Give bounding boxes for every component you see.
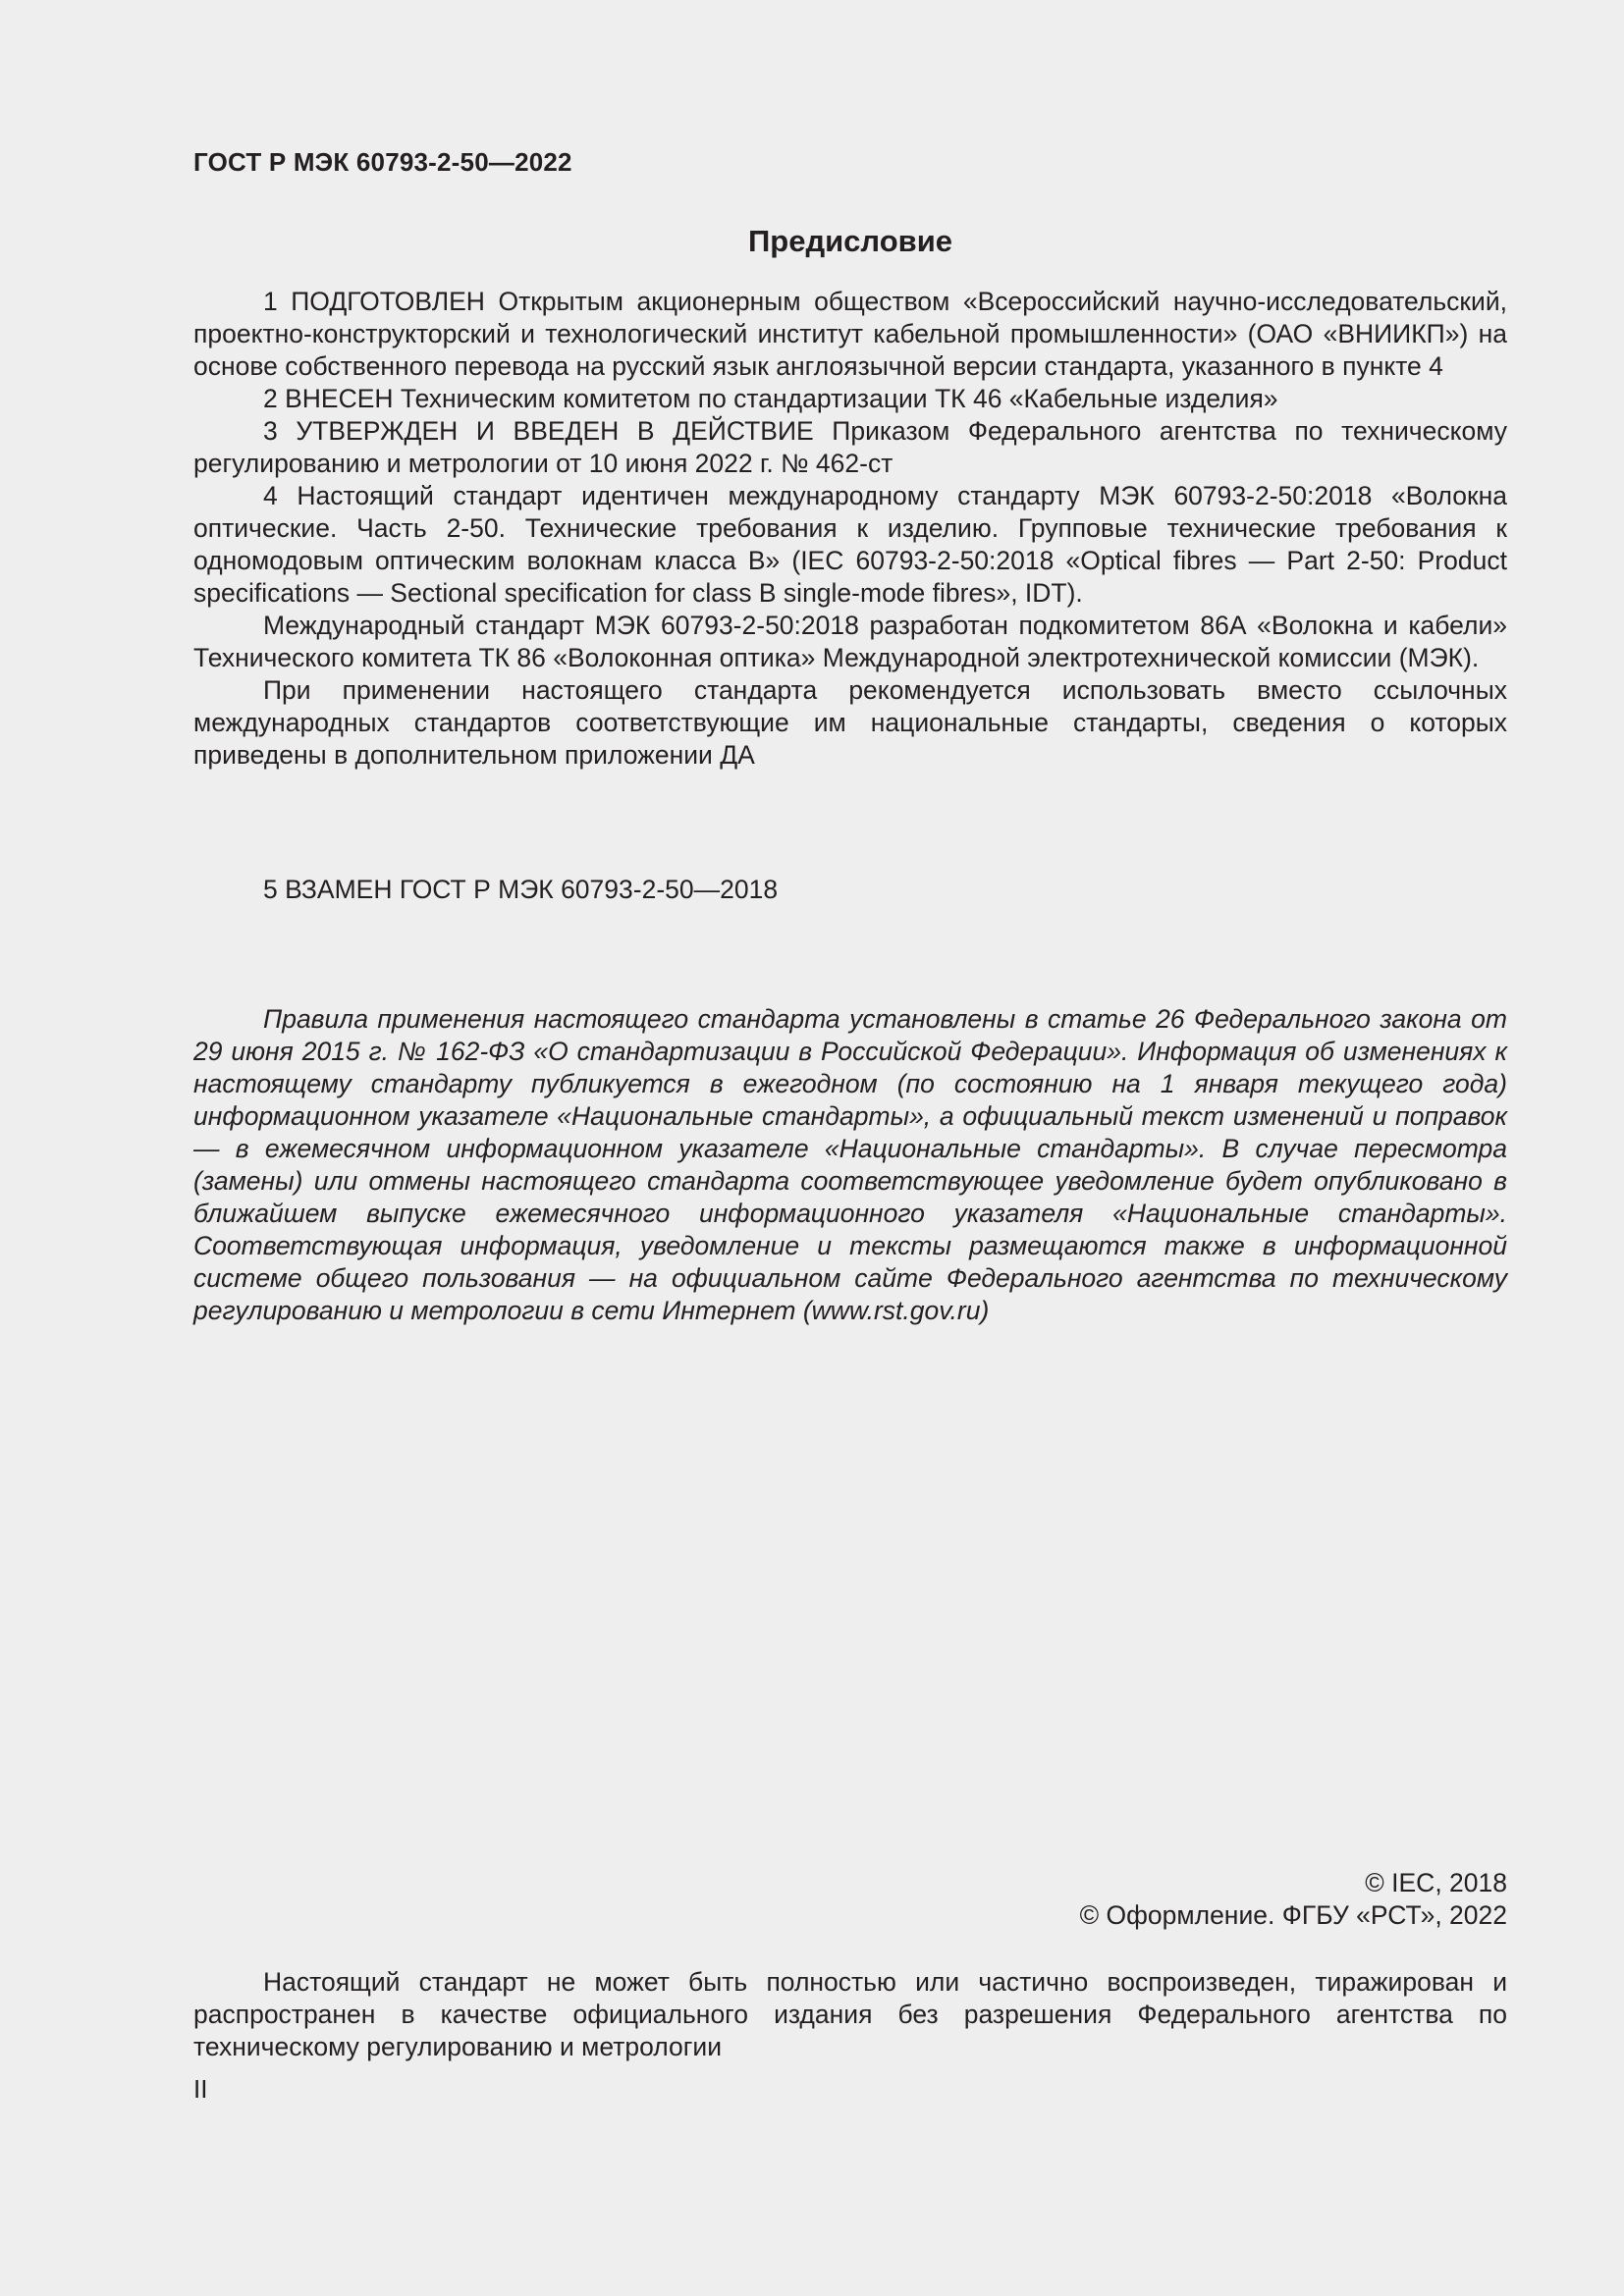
paragraph-item-4: 4 Настоящий стандарт идентичен международному стандарту МЭК 60793-2-50:2018 «Волокна оптические. Часть 2-50. Технические требования к изделию. Групповые технические требования к одномодовым оптическим волокнам класса В» (IEC 60793-2-50:2018 «Optical fibres — Part 2-50: Product specifications — Sectional specification for class B single-mode fibres», IDT). (193, 481, 1507, 608)
page-title: Предисловие (747, 224, 952, 258)
paragraph-international-standard: Международный стандарт МЭК 60793-2-50:2018 разработан подкомитетом 86А «Волокна и кабели» Технического комитета ТК 86 «Волоконная оптика» Международной электротехнической комиссии (МЭК). (193, 611, 1507, 672)
reproduction-notice: Настоящий стандарт не может быть полностью или частично воспроизведен, тиражирован и распространен в качестве официального издания без разрешения Федерального агентства по техническому регулированию и метрологии (193, 1967, 1507, 2061)
paragraph-item-5: 5 ВЗАМЕН ГОСТ Р МЭК 60793-2-50—2018 (263, 875, 779, 904)
paragraph-item-1: 1 ПОДГОТОВЛЕН Открытым акционерным обществом «Всероссийский научно-исследовательский, проектно-конструкторский и технологический институт кабельной промышленности» (ОАО «ВНИИКП») на основе собственного перевода на русский язык англоязычной версии стандарта, указанного в пункте 4 (193, 287, 1507, 381)
copyright-iec: © IEC, 2018 (1365, 1868, 1507, 1897)
rules-note-paragraph: Правила применения настоящего стандарта установлены в статье 26 Федерального закона от 29 июня 2015 г. № 162-ФЗ «О стандартизации в Российской Федерации». Информация об изменениях к настоящему стандарту публикуется в ежегодном (по состоянию на 1 января текущего года) информационном указателе «Национальные стандарты», а официальный текст изменений и поправок — в ежемесячном информационном указателе «Национальные стандарты». В случае пересмотра (замены) или отмены настоящего стандарта соответствующее уведомление будет опубликовано в ближайшем выпуске ежемесячного информационного указателя «Национальные стандарты». Соответствующая информация, уведомление и тексты размещаются также в информационной системе общего пользования — на официальном сайте Федерального агентства по техническому регулированию и метрологии в сети Интернет (www.rst.gov.ru) (193, 1004, 1507, 1325)
foreword-item-5 (193, 874, 1507, 906)
paragraph-item-3: 3 УТВЕРЖДЕН И ВВЕДЕН В ДЕЙСТВИЕ Приказом Федерального агентства по техническому регулированию и метрологии от 10 июня 2022 г. № 462-ст (193, 416, 1507, 478)
rules-note-block (193, 1003, 1507, 1327)
paragraph-item-2: 2 ВНЕСЕН Техническим комитетом по стандартизации ТК 46 «Кабельные изделия» (263, 384, 1278, 413)
copyright-block (193, 1867, 1507, 1932)
reproduction-notice-block (193, 1966, 1507, 2063)
document-header: ГОСТ Р МЭК 60793-2-50—2022 (193, 147, 572, 177)
copyright-design: © Оформление. ФГБУ «РСТ», 2022 (1079, 1900, 1507, 1930)
paragraph-application-note: При применении настоящего стандарта рекомендуется использовать вместо ссылочных международных стандартов соответствующие им национальные стандарты, сведения о которых приведены в дополнительном приложении ДА (193, 675, 1507, 770)
page-number: II (193, 2074, 208, 2104)
foreword-main-text (193, 286, 1507, 772)
